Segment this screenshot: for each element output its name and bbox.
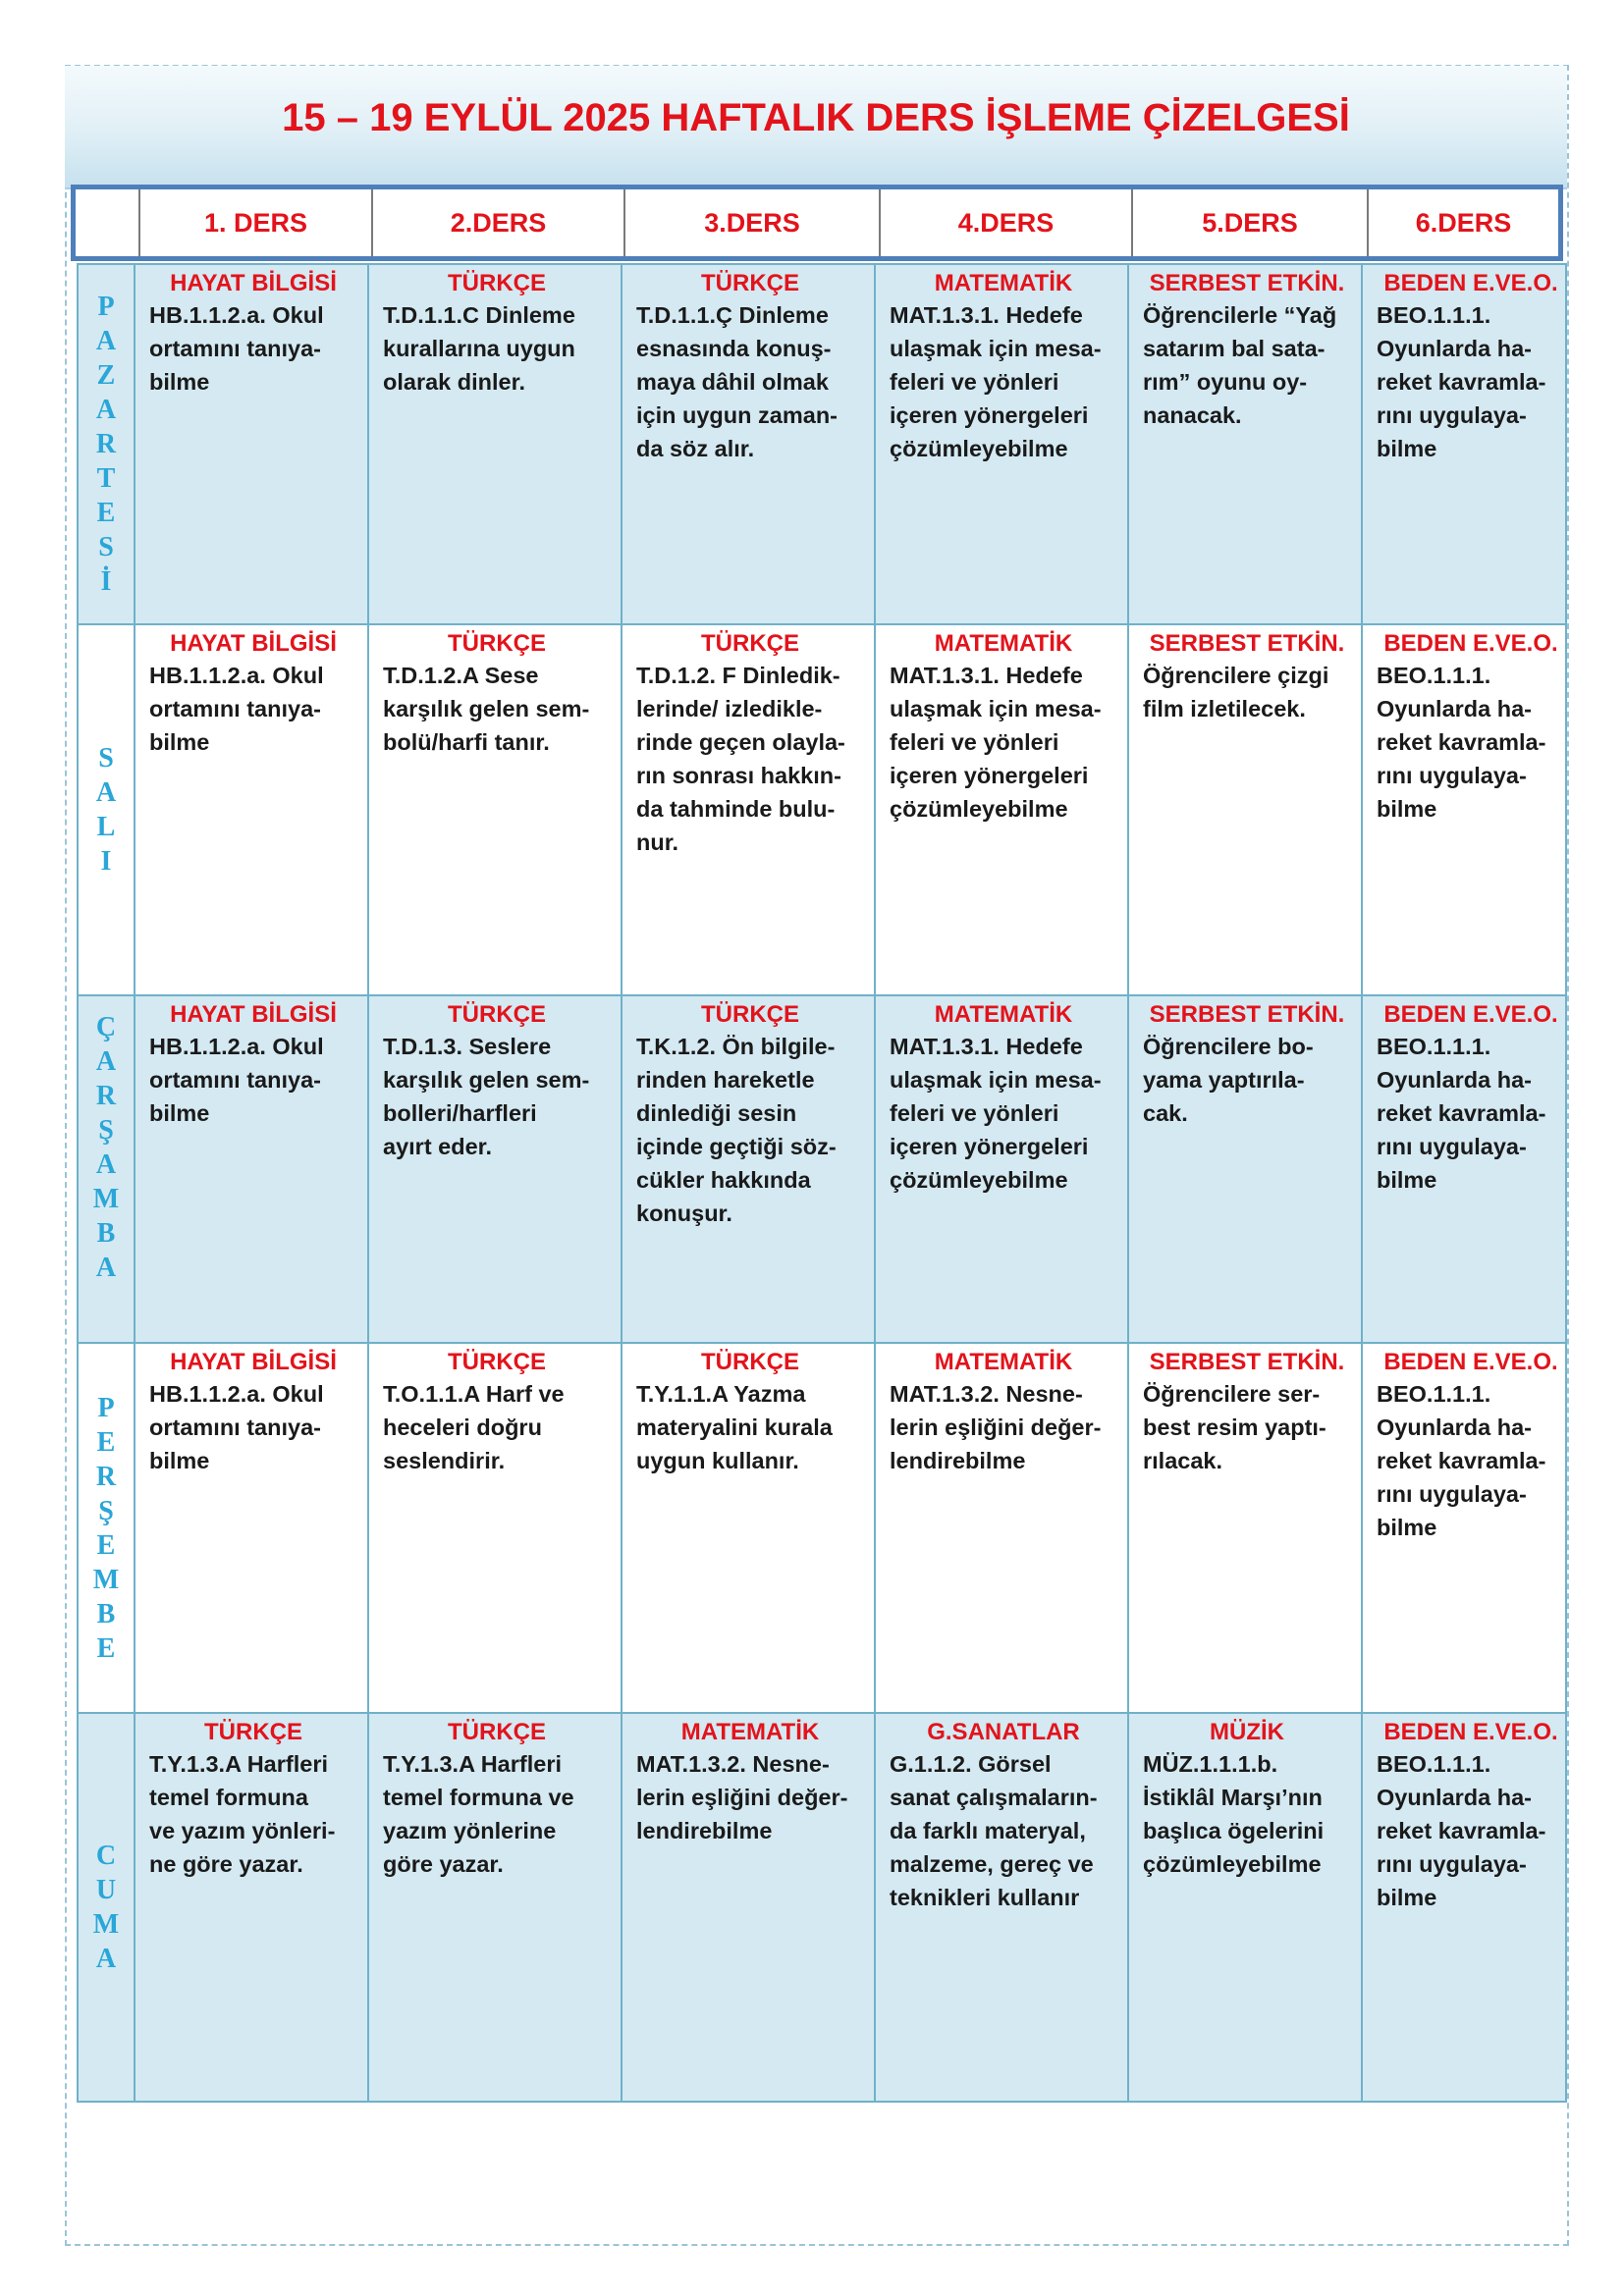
day-letter: S <box>98 743 114 774</box>
lesson-cell <box>623 1714 876 2101</box>
lesson-objective: BEO.1.1.1. Oyunlarda ha- reket kavramla- rını uygulaya- bilme <box>1377 1751 1546 1910</box>
day-letter: M <box>92 1564 120 1595</box>
lesson-subject: SERBEST ETKİN. <box>1149 1349 1345 1375</box>
lesson-cell <box>1129 265 1363 623</box>
day-letter: B <box>96 1598 116 1629</box>
day-row-cuma <box>79 1712 1565 2101</box>
day-letter: I <box>100 846 112 877</box>
lesson-objective: Öğrencilere ser- best resim yaptı- rılacak. <box>1143 1381 1326 1473</box>
lesson-cell <box>623 265 876 623</box>
day-letter: Ş <box>98 1495 114 1526</box>
lesson-subject: MATEMATİK <box>934 1349 1073 1375</box>
day-letter: Z <box>96 360 116 391</box>
day-letter: L <box>96 812 116 842</box>
lesson-objective: T.K.1.2. Ön bilgile- rinden hareketle dinlediği sesin içinde geçtiği söz- cükler hakkında konuşur. <box>636 1034 837 1226</box>
lesson-subject: TÜRKÇE <box>701 270 799 296</box>
lesson-subject: HAYAT BİLGİSİ <box>170 1349 337 1375</box>
lesson-subject: SERBEST ETKİN. <box>1149 270 1345 296</box>
lesson-cell <box>369 1344 623 1712</box>
schedule-grid <box>77 263 1567 2103</box>
lesson-cell <box>369 996 623 1342</box>
day-row-persembe <box>79 1342 1565 1712</box>
lesson-subject: TÜRKÇE <box>204 1719 302 1745</box>
header-row <box>71 185 1563 261</box>
lesson-subject: MATEMATİK <box>934 1001 1073 1028</box>
day-row-sali <box>79 623 1565 994</box>
lesson-subject: SERBEST ETKİN. <box>1149 1001 1345 1028</box>
lesson-subject: TÜRKÇE <box>448 1719 546 1745</box>
lesson-cell <box>369 625 623 994</box>
header-lesson-4: 4.DERS <box>879 189 1131 256</box>
lesson-cell <box>135 265 369 623</box>
lesson-objective: Öğrencilere çizgi film izletilecek. <box>1143 663 1329 721</box>
lesson-cell <box>623 1344 876 1712</box>
lesson-subject: MATEMATİK <box>934 630 1073 657</box>
lesson-subject: MATEMATİK <box>680 1719 820 1745</box>
lesson-objective: T.D.1.1.Ç Dinleme esnasında konuş- maya dâhil olmak için uygun zaman- da söz alır. <box>636 302 838 461</box>
lesson-subject: HAYAT BİLGİSİ <box>170 630 337 657</box>
header-lesson-6: 6.DERS <box>1367 189 1558 256</box>
lesson-objective: T.D.1.2.A Sese karşılık gelen sem- bolü/harfi tanır. <box>383 663 590 755</box>
lesson-subject: SERBEST ETKİN. <box>1149 630 1345 657</box>
day-letter: P <box>97 1392 115 1423</box>
lesson-subject: MATEMATİK <box>934 270 1073 296</box>
day-letter: A <box>95 777 117 808</box>
lesson-cell <box>876 625 1129 994</box>
lesson-subject: MÜZİK <box>1210 1719 1284 1745</box>
day-row-carsamba <box>79 994 1565 1342</box>
day-letter: S <box>98 532 114 562</box>
day-row-pazartesi <box>79 265 1565 623</box>
lesson-cell <box>1129 1714 1363 2101</box>
lesson-subject: TÜRKÇE <box>448 1001 546 1028</box>
lesson-subject: BEDEN E.VE.O. <box>1383 270 1558 296</box>
day-label <box>79 625 135 994</box>
lesson-objective: Öğrencilere bo- yama yaptırıla- cak. <box>1143 1034 1314 1126</box>
day-letter: R <box>95 1081 117 1111</box>
lesson-subject: TÜRKÇE <box>701 1349 799 1375</box>
header-lesson-1: 1. DERS <box>138 189 371 256</box>
lesson-cell <box>135 1344 369 1712</box>
lesson-cell <box>623 625 876 994</box>
lesson-objective: T.O.1.1.A Harf ve heceleri doğru seslendirir. <box>383 1381 565 1473</box>
header-lesson-5: 5.DERS <box>1131 189 1367 256</box>
lesson-subject: HAYAT BİLGİSİ <box>170 270 337 296</box>
lesson-objective: T.D.1.3. Seslere karşılık gelen sem- bolleri/harfleri ayırt eder. <box>383 1034 590 1159</box>
header-lesson-3: 3.DERS <box>623 189 879 256</box>
day-letter: Ş <box>98 1115 114 1146</box>
lesson-subject: G.SANATLAR <box>927 1719 1080 1745</box>
lesson-subject: BEDEN E.VE.O. <box>1383 1719 1558 1745</box>
day-letter: R <box>95 429 117 459</box>
day-letter: A <box>95 326 117 356</box>
day-letter: M <box>92 1909 120 1940</box>
day-letter: A <box>95 395 117 425</box>
day-letter: M <box>92 1184 120 1214</box>
lesson-objective: T.Y.1.1.A Yazma materyalini kurala uygun kullanır. <box>636 1381 833 1473</box>
lesson-cell <box>1363 625 1575 994</box>
lesson-cell <box>369 265 623 623</box>
lesson-objective: BEO.1.1.1. Oyunlarda ha- reket kavramla- rını uygulaya- bilme <box>1377 1381 1546 1540</box>
day-letter: E <box>96 1632 116 1664</box>
lesson-objective: Öğrencilerle “Yağ satarım bal sata- rım” oyunu oy- nanacak. <box>1143 302 1337 428</box>
lesson-cell <box>369 1714 623 2101</box>
lesson-cell <box>876 1714 1129 2101</box>
day-label <box>79 265 135 623</box>
day-letter: U <box>95 1875 117 1905</box>
lesson-subject: BEDEN E.VE.O. <box>1383 1349 1558 1375</box>
lesson-cell <box>1129 996 1363 1342</box>
lesson-objective: BEO.1.1.1. Oyunlarda ha- reket kavramla- rını uygulaya- bilme <box>1377 663 1546 822</box>
day-letter: A <box>95 1253 117 1283</box>
lesson-objective: MÜZ.1.1.1.b. İstiklâl Marşı’nın başlıca ögelerini çözümleyebilme <box>1143 1751 1325 1877</box>
lesson-subject: TÜRKÇE <box>448 1349 546 1375</box>
lesson-objective: MAT.1.3.2. Nesne- lerin eşliğini değer- lendirebilme <box>890 1381 1102 1473</box>
day-label <box>79 1344 135 1712</box>
lesson-objective: MAT.1.3.1. Hedefe ulaşmak için mesa- feleri ve yönleri içeren yönergeleri çözümleyebilme <box>890 663 1102 822</box>
lesson-objective: MAT.1.3.1. Hedefe ulaşmak için mesa- feleri ve yönleri içeren yönergeleri çözümleyebilme <box>890 1034 1102 1193</box>
day-letter: B <box>96 1218 116 1249</box>
lesson-subject: TÜRKÇE <box>448 270 546 296</box>
lesson-cell <box>876 1344 1129 1712</box>
lesson-cell <box>1129 1344 1363 1712</box>
lesson-objective: T.D.1.2. F Dinledik- lerinde/ izledikle- rinde geçen olayla- rın sonrası hakkın- da tahminde bulu- nur. <box>636 663 845 855</box>
lesson-cell <box>135 1714 369 2101</box>
lesson-cell <box>876 265 1129 623</box>
lesson-objective: HB.1.1.2.a. Okul ortamını tanıya- bilme <box>149 1034 324 1126</box>
day-letter: E <box>96 1529 116 1561</box>
lesson-objective: HB.1.1.2.a. Okul ortamını tanıya- bilme <box>149 1381 324 1473</box>
lesson-objective: T.Y.1.3.A Harfleri temel formuna ve yazım yönleri- ne göre yazar. <box>149 1751 336 1877</box>
day-letter: İ <box>100 566 112 597</box>
lesson-cell <box>1363 1714 1575 2101</box>
lesson-subject: TÜRKÇE <box>701 630 799 657</box>
lesson-subject: HAYAT BİLGİSİ <box>170 1001 337 1028</box>
lesson-subject: BEDEN E.VE.O. <box>1383 1001 1558 1028</box>
lesson-cell <box>876 996 1129 1342</box>
lesson-objective: BEO.1.1.1. Oyunlarda ha- reket kavramla- rını uygulaya- bilme <box>1377 1034 1546 1193</box>
lesson-objective: T.D.1.1.C Dinleme kurallarına uygun olarak dinler. <box>383 302 575 395</box>
lesson-objective: G.1.1.2. Görsel sanat çalışmaların- da farklı materyal, malzeme, gereç ve teknikleri kullanır <box>890 1751 1098 1910</box>
lesson-cell <box>1129 625 1363 994</box>
day-letter: E <box>96 498 116 528</box>
lesson-objective: HB.1.1.2.a. Okul ortamını tanıya- bilme <box>149 302 324 395</box>
lesson-objective: T.Y.1.3.A Harfleri temel formuna ve yazım yönlerine göre yazar. <box>383 1751 574 1877</box>
lesson-objective: MAT.1.3.2. Nesne- lerin eşliğini değer- lendirebilme <box>636 1751 848 1843</box>
header-corner <box>76 189 138 256</box>
day-letter: R <box>95 1461 117 1492</box>
lesson-cell <box>135 625 369 994</box>
lesson-cell <box>1363 265 1575 623</box>
day-letter: P <box>97 292 115 322</box>
day-letter: Ç <box>95 1012 117 1042</box>
lesson-cell <box>1363 1344 1575 1712</box>
day-letter: A <box>95 1149 117 1180</box>
lesson-cell <box>135 996 369 1342</box>
day-letter: E <box>96 1426 116 1458</box>
lesson-cell <box>623 996 876 1342</box>
day-letter: C <box>95 1841 117 1871</box>
day-letter: T <box>96 463 116 494</box>
lesson-cell <box>1363 996 1575 1342</box>
lesson-subject: TÜRKÇE <box>701 1001 799 1028</box>
lesson-subject: BEDEN E.VE.O. <box>1383 630 1558 657</box>
day-label <box>79 1714 135 2101</box>
lesson-objective: MAT.1.3.1. Hedefe ulaşmak için mesa- feleri ve yönleri içeren yönergeleri çözümleyebilme <box>890 302 1102 461</box>
header-lesson-2: 2.DERS <box>371 189 623 256</box>
page-title: 15 – 19 EYLÜL 2025 HAFTALIK DERS İŞLEME ÇİZELGESİ <box>282 95 1350 139</box>
day-letter: A <box>95 1944 117 1974</box>
lesson-subject: TÜRKÇE <box>448 630 546 657</box>
day-letter: A <box>95 1046 117 1077</box>
lesson-objective: BEO.1.1.1. Oyunlarda ha- reket kavramla- rını uygulaya- bilme <box>1377 302 1546 461</box>
lesson-objective: HB.1.1.2.a. Okul ortamını tanıya- bilme <box>149 663 324 755</box>
day-label <box>79 996 135 1342</box>
title-banner <box>65 66 1567 189</box>
